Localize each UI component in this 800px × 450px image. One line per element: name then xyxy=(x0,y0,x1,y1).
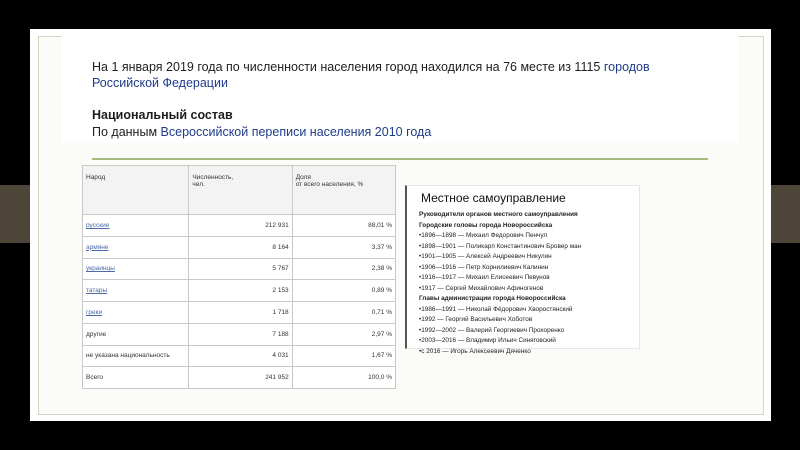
count-cell: 7 188 xyxy=(189,323,292,345)
count-cell: 241 952 xyxy=(189,367,292,389)
header-nationality: Народ xyxy=(83,166,189,215)
population-table xyxy=(82,165,396,389)
table-row xyxy=(83,367,396,389)
intro-line-1 xyxy=(92,60,650,74)
table-row xyxy=(83,215,396,237)
table-row xyxy=(83,323,396,345)
share-cell: 3,37 % xyxy=(292,236,395,258)
count-cell: 1 718 xyxy=(189,302,292,324)
count-cell: 4 031 xyxy=(189,345,292,367)
table-row xyxy=(83,302,396,324)
heads-list xyxy=(419,305,581,358)
nationality-link[interactable]: греки xyxy=(83,302,189,324)
share-cell: 2,38 % xyxy=(292,258,395,280)
list-item: •1916—1917 — Михаил Елисеевич Певунов xyxy=(419,274,550,281)
list-item: •1896—1898 — Михаил Федорович Пенчул xyxy=(419,232,548,239)
list-item: •1901—1905 — Алексей Андреевич Никулин xyxy=(419,253,552,260)
gov-title: Местное самоуправление xyxy=(421,191,566,205)
list-item: •2003—2016 — Владимир Ильич Синяговский xyxy=(419,337,556,344)
nationality-cell: Всего xyxy=(83,367,189,389)
table-row xyxy=(83,345,396,367)
gov-section-heads: Главы администрации города Новороссийска xyxy=(419,295,566,302)
cities-link[interactable]: городов xyxy=(603,60,650,74)
share-cell: 88,01 % xyxy=(292,215,395,237)
share-cell: 100,0 % xyxy=(292,367,395,389)
gov-list xyxy=(419,210,581,357)
share-cell: 2,97 % xyxy=(292,323,395,345)
table-header-row xyxy=(83,166,396,215)
russian-federation-link[interactable]: Российской Федерации xyxy=(92,76,228,90)
header-share-line2: от всего населения, % xyxy=(295,181,364,188)
header-count xyxy=(189,166,292,215)
header-share-line1: Доля xyxy=(295,174,311,181)
census-link[interactable]: Всероссийской переписи населения 2010 года xyxy=(160,125,432,139)
header-count-line1: Численность, xyxy=(192,174,234,181)
count-cell: 5 767 xyxy=(189,258,292,280)
intro-line-3 xyxy=(92,125,431,139)
mayors-list xyxy=(419,231,581,294)
count-cell: 2 153 xyxy=(189,280,292,302)
table-row xyxy=(83,280,396,302)
nationality-link[interactable]: татары xyxy=(83,280,189,302)
list-item: •1986—1991 — Николай Фёдорович Хворостянский xyxy=(419,305,573,313)
header-share xyxy=(292,166,395,215)
list-item: •1992 — Георгий Васильевич Хоботов xyxy=(419,316,533,323)
gov-section-leaders: Руководители органов местного самоуправления xyxy=(419,211,578,218)
gov-section-mayors: Городские головы города Новороссийска xyxy=(419,221,553,229)
count-cell: 8 164 xyxy=(189,236,292,258)
nationality-cell: не указана национальность xyxy=(83,345,189,367)
divider-rule xyxy=(92,158,708,160)
share-cell: 0,71 % xyxy=(292,302,395,324)
nationality-link[interactable]: армяне xyxy=(83,236,189,258)
nationality-link[interactable]: русские xyxy=(83,215,189,237)
table-row xyxy=(83,236,396,258)
intro-line-3-text: По данным xyxy=(92,125,158,139)
list-item: •1917 — Сергей Михайлович Афиногенов xyxy=(419,284,544,292)
header-count-line2: чел. xyxy=(192,181,205,188)
intro-line-1-text: На 1 января 2019 года по численности населения город находился на 76 месте из 1115 xyxy=(92,60,601,74)
list-item: •1906—1916 — Петр Корнилиевич Калинин xyxy=(419,263,549,271)
count-cell: 212 931 xyxy=(189,215,292,237)
table-row xyxy=(83,258,396,280)
share-cell: 1,67 % xyxy=(292,345,395,367)
local-government-box xyxy=(405,185,640,355)
list-item: •1898—1901 — Поликарп Константинович Бровер ман xyxy=(419,242,582,250)
intro-line-2 xyxy=(92,76,228,90)
right-decor-band xyxy=(768,185,800,243)
nationality-cell: другие xyxy=(83,323,189,345)
list-item: •1992—2002 — Валерий Георгиевич Прохоренко xyxy=(419,326,565,334)
share-cell: 0,89 % xyxy=(292,280,395,302)
section-heading: Национальный состав xyxy=(92,108,233,122)
list-item: •с 2016 — Игорь Алексеевич Дяченко xyxy=(419,347,531,355)
nationality-link[interactable]: украинцы xyxy=(83,258,189,280)
